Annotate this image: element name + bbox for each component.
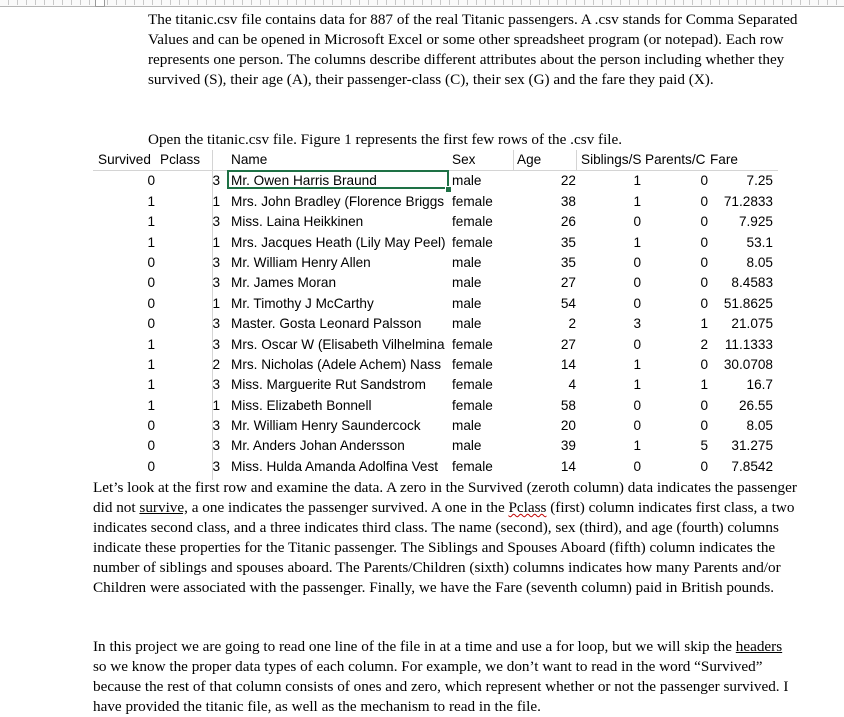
cell-sex[interactable]: male xyxy=(452,438,482,454)
cell-name[interactable]: Miss. Hulda Amanda Adolfina Vest xyxy=(231,458,439,474)
ruler-tick xyxy=(692,0,693,5)
project-part-2: so we know the proper data types of each column. For example, we don’t want to read in the word “Survived” because the rest of that column consists of ones and zero, which represent whether or not the passenger survived. I have provided the titanic file, as well as the mechanism to read in the file. xyxy=(93,658,789,715)
ruler-tick xyxy=(584,0,585,5)
ruler-tick xyxy=(836,0,837,5)
spreadsheet-body xyxy=(93,171,778,477)
table-row xyxy=(93,294,778,314)
ruler-tick xyxy=(575,0,576,5)
cell-fare[interactable]: 26.55 xyxy=(738,397,773,413)
cell-survived[interactable]: 1 xyxy=(147,397,155,413)
ruler-tick xyxy=(17,0,18,5)
cell-age[interactable]: 35 xyxy=(560,254,576,270)
ruler-tick xyxy=(287,0,288,5)
header-parents: Parents/C xyxy=(645,152,706,167)
cell-fare[interactable]: 7.25 xyxy=(746,173,773,189)
header-sex: Sex xyxy=(452,152,476,167)
ruler-tick xyxy=(638,0,639,5)
cell-pclass[interactable]: 1 xyxy=(212,397,220,413)
cell-pclass[interactable]: 1 xyxy=(212,234,220,250)
ruler-tick xyxy=(620,0,621,5)
ruler-tick xyxy=(296,0,297,5)
table-row xyxy=(93,273,778,293)
cell-pclass[interactable]: 3 xyxy=(212,377,220,393)
cell-age[interactable]: 26 xyxy=(560,214,576,230)
ruler-tick xyxy=(413,0,414,5)
table-row xyxy=(93,375,778,395)
cell-fare[interactable]: 8.05 xyxy=(746,254,773,270)
cell-name[interactable]: Mr. James Moran xyxy=(231,275,336,291)
cell-age[interactable]: 27 xyxy=(560,336,576,352)
cell-fare[interactable]: 21.075 xyxy=(731,316,773,332)
ruler-tick xyxy=(116,0,117,5)
cell-siblings[interactable]: 0 xyxy=(633,336,641,352)
ruler-tick xyxy=(440,0,441,5)
table-row xyxy=(93,436,778,456)
cell-pclass[interactable]: 2 xyxy=(212,356,220,372)
ruler-tick xyxy=(737,0,738,5)
ruler-tick xyxy=(44,0,45,5)
margin-corner-marker xyxy=(95,0,105,7)
headers-word: headers xyxy=(735,638,783,655)
table-row xyxy=(93,396,778,416)
header-name: Name xyxy=(231,152,268,167)
cell-pclass[interactable]: 3 xyxy=(212,458,220,474)
ruler-tick xyxy=(746,0,747,5)
cell-siblings[interactable]: 1 xyxy=(633,356,641,372)
cell-siblings[interactable]: 1 xyxy=(633,234,641,250)
cell-age[interactable]: 54 xyxy=(560,295,576,311)
cell-survived[interactable]: 1 xyxy=(147,234,155,250)
ruler-tick xyxy=(341,0,342,5)
ruler-tick xyxy=(665,0,666,5)
ruler-tick xyxy=(152,0,153,5)
cell-survived[interactable]: 0 xyxy=(147,295,155,311)
ruler-tick xyxy=(35,0,36,5)
cell-fare[interactable]: 7.8542 xyxy=(731,458,773,474)
cell-survived[interactable]: 0 xyxy=(147,438,155,454)
header-fare: Fare xyxy=(710,152,738,167)
ruler-tick xyxy=(611,0,612,5)
cell-age[interactable]: 14 xyxy=(560,458,576,474)
cell-parents[interactable]: 0 xyxy=(700,193,708,209)
ruler-tick xyxy=(629,0,630,5)
ruler-tick xyxy=(764,0,765,5)
ruler-tick xyxy=(386,0,387,5)
cell-parents[interactable]: 0 xyxy=(700,234,708,250)
ruler-tick xyxy=(251,0,252,5)
cell-sex[interactable]: male xyxy=(452,173,482,189)
cell-parents[interactable]: 0 xyxy=(700,356,708,372)
cell-name[interactable]: Mr. William Henry Saundercock xyxy=(231,418,421,434)
ruler-tick xyxy=(107,0,108,5)
ruler-tick xyxy=(332,0,333,5)
cell-fare[interactable]: 16.7 xyxy=(746,377,773,393)
ruler-tick xyxy=(323,0,324,5)
project-part-1: In this project we are going to read one line of the file in at a time and use a for loop, but we will skip the xyxy=(93,638,736,655)
ruler-tick xyxy=(377,0,378,5)
cell-sex[interactable]: female xyxy=(452,356,493,372)
table-row xyxy=(93,355,778,375)
ruler-tick xyxy=(26,0,27,5)
ruler-tick xyxy=(539,0,540,5)
cell-age[interactable]: 35 xyxy=(560,234,576,250)
table-row xyxy=(93,253,778,273)
cell-age[interactable]: 4 xyxy=(568,377,576,393)
cell-sex[interactable]: female xyxy=(452,336,493,352)
cell-fare[interactable]: 51.8625 xyxy=(723,295,773,311)
ruler-tick xyxy=(476,0,477,5)
ruler-tick xyxy=(170,0,171,5)
open-file-line: Open the titanic.csv file. Figure 1 represents the first few rows of the .csv file. xyxy=(148,131,623,148)
cell-fare[interactable]: 8.4583 xyxy=(731,275,773,291)
cell-siblings[interactable]: 1 xyxy=(633,377,641,393)
ruler-tick xyxy=(818,0,819,5)
ruler-tick xyxy=(602,0,603,5)
ruler-tick xyxy=(278,0,279,5)
ruler-tick xyxy=(683,0,684,5)
cell-sex[interactable]: male xyxy=(452,275,482,291)
ruler-tick xyxy=(593,0,594,5)
cell-parents[interactable]: 0 xyxy=(700,275,708,291)
cell-siblings[interactable]: 0 xyxy=(633,254,641,270)
ruler-tick xyxy=(557,0,558,5)
ruler-tick xyxy=(422,0,423,5)
ruler-tick xyxy=(8,0,9,5)
ruler-tick xyxy=(305,0,306,5)
cell-pclass[interactable]: 3 xyxy=(212,336,220,352)
ruler-tick xyxy=(755,0,756,5)
ruler-tick xyxy=(647,0,648,5)
intro-paragraph: The titanic.csv file contains data for 887 of the real Titanic passengers. A .csv stands for Comma Separated Values and can be opened in Microsoft Excel or some other spreadsheet program (or notepad). Each row represents one person. The columns describe different attributes about the person including whether they survived (S), their age (A), their passenger-class (C), their sex (G) and the fare they paid (X). xyxy=(148,11,798,88)
ruler-tick xyxy=(773,0,774,5)
cell-name[interactable]: Mrs. Jacques Heath (Lily May Peel) xyxy=(231,234,446,250)
cell-sex[interactable]: female xyxy=(452,397,493,413)
spreadsheet-figure xyxy=(93,150,778,477)
cell-survived[interactable]: 1 xyxy=(147,377,155,393)
explanation-part-1: Let’s look at the first row and examine the data. A zero in the Survived (zeroth column) data indicates the passenger did not xyxy=(93,479,797,516)
cell-parents[interactable]: 0 xyxy=(700,397,708,413)
cell-sex[interactable]: female xyxy=(452,377,493,393)
cell-name[interactable]: Mr. Owen Harris Braund xyxy=(231,173,377,189)
ruler-tick xyxy=(89,0,90,5)
cell-siblings[interactable]: 0 xyxy=(633,458,641,474)
cell-parents[interactable]: 1 xyxy=(700,377,708,393)
cell-name[interactable]: Mr. Anders Johan Andersson xyxy=(231,438,405,454)
cell-fare[interactable]: 31.275 xyxy=(731,438,773,454)
cell-parents[interactable]: 0 xyxy=(700,254,708,270)
cell-pclass[interactable]: 1 xyxy=(212,193,220,209)
ruler-tick xyxy=(260,0,261,5)
cell-siblings[interactable]: 0 xyxy=(633,275,641,291)
ruler-tick xyxy=(800,0,801,5)
ruler-tick xyxy=(791,0,792,5)
ruler-tick xyxy=(206,0,207,5)
cell-parents[interactable]: 2 xyxy=(700,336,708,352)
cell-age[interactable]: 38 xyxy=(560,193,576,209)
cell-pclass[interactable]: 3 xyxy=(212,275,220,291)
cell-age[interactable]: 20 xyxy=(560,418,576,434)
ruler-tick xyxy=(512,0,513,5)
ruler-tick xyxy=(395,0,396,5)
cell-siblings[interactable]: 1 xyxy=(633,193,641,209)
cell-pclass[interactable]: 3 xyxy=(212,214,220,230)
cell-name[interactable]: Master. Gosta Leonard Palsson xyxy=(231,316,422,332)
cell-sex[interactable]: female xyxy=(452,234,493,250)
cell-pclass[interactable]: 3 xyxy=(212,418,220,434)
ruler-tick xyxy=(179,0,180,5)
cell-parents[interactable]: 0 xyxy=(700,295,708,311)
ruler-tick xyxy=(224,0,225,5)
ruler-tick xyxy=(431,0,432,5)
cell-survived[interactable]: 1 xyxy=(147,214,155,230)
ruler-tick xyxy=(485,0,486,5)
ruler-tick xyxy=(566,0,567,5)
ruler-tick xyxy=(674,0,675,5)
ruler-tick xyxy=(80,0,81,5)
ruler-tick xyxy=(71,0,72,5)
project-paragraph xyxy=(93,637,798,717)
cell-pclass[interactable]: 3 xyxy=(212,438,220,454)
cell-pclass[interactable]: 3 xyxy=(212,254,220,270)
ruler-tick xyxy=(701,0,702,5)
ruler-tick xyxy=(197,0,198,5)
survive-word: survive, xyxy=(139,499,188,516)
ruler-tick xyxy=(458,0,459,5)
ruler-tick xyxy=(728,0,729,5)
ruler-tick xyxy=(188,0,189,5)
cell-survived[interactable]: 1 xyxy=(147,336,155,352)
cell-survived[interactable]: 0 xyxy=(147,275,155,291)
cell-survived[interactable]: 1 xyxy=(147,193,155,209)
ruler-tick xyxy=(530,0,531,5)
cell-sex[interactable]: female xyxy=(452,458,493,474)
cell-fare[interactable]: 7.925 xyxy=(738,214,773,230)
cell-age[interactable]: 22 xyxy=(560,173,576,189)
cell-age[interactable]: 14 xyxy=(560,356,576,372)
explanation-part-3: (first) column indicates first class, a two indicates second class, and a three indicates third class. The name (second), sex (third), and age (fourth) columns indicate these properties for the Titanic passenger. The Siblings and Spouses Aboard (fifth) column indicates the number of siblings and spouses aboard. The Parents/Children (sixth) columns indicates how many Parents and/or Children were associated with the passenger. Finally, we have the Fare (seventh column) paid in British pounds. xyxy=(93,499,795,596)
header-pclass: Pclass xyxy=(160,152,201,167)
ruler-tick xyxy=(125,0,126,5)
cell-siblings[interactable]: 0 xyxy=(633,397,641,413)
ruler-tick xyxy=(548,0,549,5)
ruler-tick xyxy=(161,0,162,5)
table-row xyxy=(93,233,778,253)
cell-survived[interactable]: 0 xyxy=(147,173,155,189)
ruler-tick xyxy=(809,0,810,5)
cell-parents[interactable]: 0 xyxy=(700,458,708,474)
table-row xyxy=(93,212,778,232)
cell-fare[interactable]: 30.0708 xyxy=(723,356,773,372)
ruler-tick xyxy=(719,0,720,5)
table-row xyxy=(93,457,778,477)
fill-handle[interactable] xyxy=(445,186,452,193)
ruler-tick xyxy=(359,0,360,5)
cell-siblings[interactable]: 0 xyxy=(633,214,641,230)
explanation-part-2: a one indicates the passenger survived. A one in the xyxy=(187,499,509,516)
cell-fare[interactable]: 8.05 xyxy=(746,418,773,434)
table-row xyxy=(93,335,778,355)
cell-name[interactable]: Miss. Laina Heikkinen xyxy=(231,214,364,230)
ruler-tick xyxy=(314,0,315,5)
cell-siblings[interactable]: 0 xyxy=(633,295,641,311)
cell-sex[interactable]: male xyxy=(452,254,482,270)
explanation-paragraph xyxy=(93,478,798,598)
cell-name[interactable]: Mr. Timothy J McCarthy xyxy=(231,295,374,311)
cell-parents[interactable]: 0 xyxy=(700,173,708,189)
ruler-tick xyxy=(233,0,234,5)
cell-fare[interactable]: 11.1333 xyxy=(724,336,773,352)
cell-age[interactable]: 27 xyxy=(560,275,576,291)
header-survived: Survived xyxy=(98,152,151,167)
cell-sex[interactable]: female xyxy=(452,214,493,230)
cell-siblings[interactable]: 3 xyxy=(633,316,641,332)
ruler-tick xyxy=(134,0,135,5)
table-row xyxy=(93,314,778,334)
cell-survived[interactable]: 0 xyxy=(147,254,155,270)
ruler-tick xyxy=(521,0,522,5)
cell-fare[interactable]: 53.1 xyxy=(746,234,773,250)
cell-name[interactable]: Mr. William Henry Allen xyxy=(231,254,371,270)
cell-parents[interactable]: 0 xyxy=(700,214,708,230)
ruler-tick xyxy=(350,0,351,5)
cell-name[interactable]: Mrs. Nicholas (Adele Achem) Nass xyxy=(231,356,442,372)
cell-name[interactable]: Mrs. John Bradley (Florence Briggs xyxy=(231,193,445,209)
cell-survived[interactable]: 0 xyxy=(147,316,155,332)
ruler-tick xyxy=(143,0,144,5)
cell-sex[interactable]: male xyxy=(452,295,482,311)
spreadsheet-header-row xyxy=(93,150,778,171)
cell-survived[interactable]: 0 xyxy=(147,418,155,434)
ruler-tick xyxy=(467,0,468,5)
ruler-tick xyxy=(62,0,63,5)
ruler-tick xyxy=(53,0,54,5)
cell-name[interactable]: Mrs. Oscar W (Elisabeth Vilhelmina xyxy=(231,336,445,352)
cell-pclass[interactable]: 1 xyxy=(212,295,220,311)
ruler-tick xyxy=(710,0,711,5)
cell-name[interactable]: Miss. Marguerite Rut Sandstrom xyxy=(231,377,426,393)
cell-age[interactable]: 58 xyxy=(560,397,576,413)
ruler xyxy=(0,0,844,7)
cell-parents[interactable]: 1 xyxy=(700,316,708,332)
cell-parents[interactable]: 5 xyxy=(700,438,708,454)
header-age: Age xyxy=(517,152,542,167)
cell-siblings[interactable]: 1 xyxy=(633,173,641,189)
header-siblings: Siblings/S xyxy=(581,152,642,167)
ruler-tick xyxy=(656,0,657,5)
ruler-tick xyxy=(782,0,783,5)
ruler-tick xyxy=(215,0,216,5)
selected-cell-outline[interactable] xyxy=(227,170,449,189)
cell-pclass[interactable]: 3 xyxy=(212,173,220,189)
ruler-tick xyxy=(269,0,270,5)
cell-sex[interactable]: male xyxy=(452,418,482,434)
cell-siblings[interactable]: 0 xyxy=(633,418,641,434)
ruler-tick xyxy=(368,0,369,5)
table-row xyxy=(93,416,778,436)
cell-pclass[interactable]: 3 xyxy=(212,316,220,332)
ruler-tick xyxy=(242,0,243,5)
cell-sex[interactable]: male xyxy=(452,316,482,332)
ruler-tick xyxy=(449,0,450,5)
cell-name[interactable]: Miss. Elizabeth Bonnell xyxy=(231,397,372,413)
cell-age[interactable]: 39 xyxy=(560,438,576,454)
ruler-tick xyxy=(827,0,828,5)
cell-parents[interactable]: 0 xyxy=(700,418,708,434)
cell-survived[interactable]: 0 xyxy=(147,458,155,474)
cell-sex[interactable]: female xyxy=(452,193,493,209)
cell-fare[interactable]: 71.2833 xyxy=(723,193,773,209)
cell-siblings[interactable]: 1 xyxy=(633,438,641,454)
cell-age[interactable]: 2 xyxy=(568,316,576,332)
pclass-word: Pclass xyxy=(508,499,547,516)
cell-survived[interactable]: 1 xyxy=(147,356,155,372)
ruler-tick xyxy=(503,0,504,5)
table-row xyxy=(93,192,778,212)
ruler-tick xyxy=(404,0,405,5)
ruler-tick xyxy=(494,0,495,5)
